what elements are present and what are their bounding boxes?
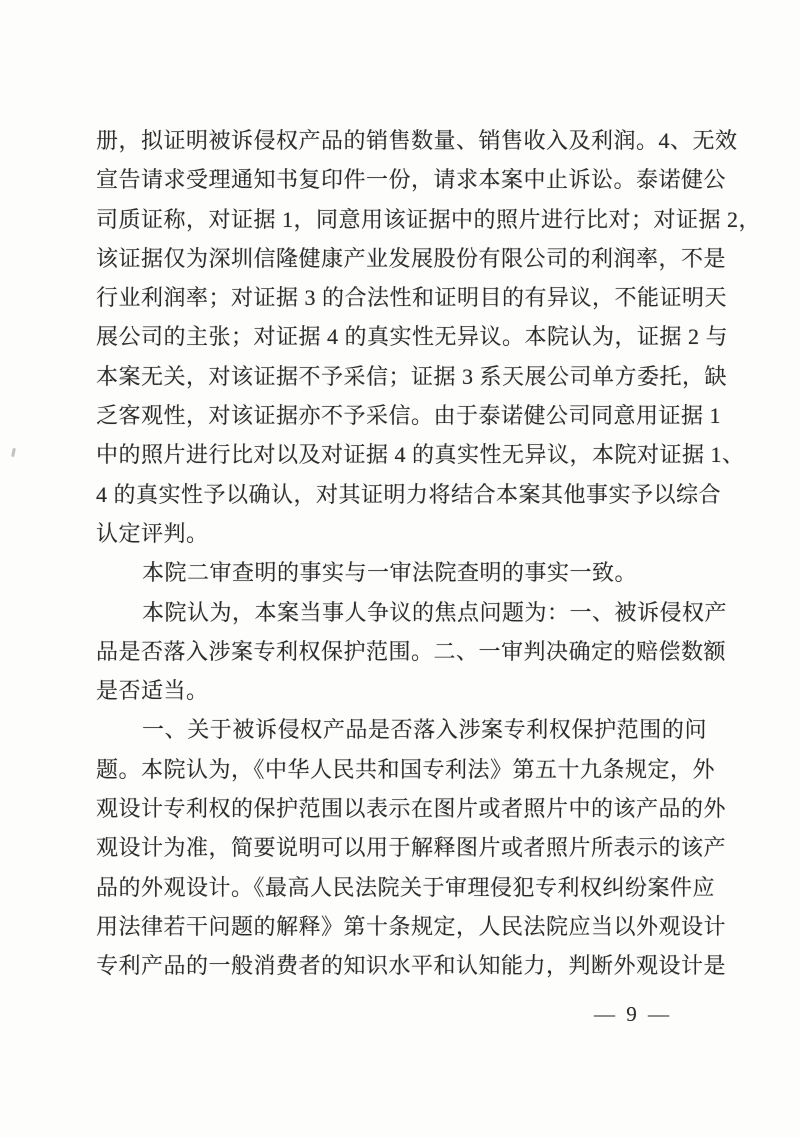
text-line: 宣告请求受理通知书复印件一份，请求本案中止诉讼。泰诺健公 <box>96 167 727 193</box>
document-body-text <box>96 121 762 986</box>
text-line: 本院二审查明的事实与一审法院查明的事实一致。 <box>142 560 638 586</box>
text-line: 乏客观性，对该证据亦不予采信。由于泰诺健公司同意用证据 1 <box>96 403 722 429</box>
text-line: 认定评判。 <box>96 520 209 546</box>
text-line: 4 的真实性予以确认，对其证明力将结合本案其他事实予以综合 <box>96 481 722 507</box>
text-line: 本案无关，对该证据不予采信；证据 3 系天展公司单方委托，缺 <box>96 363 728 389</box>
text-line: 司质证称，对证据 1，同意用该证据中的照片进行比对；对证据 2， <box>96 206 762 232</box>
text-line: 专利产品的一般消费者的知识水平和认知能力，判断外观设计是 <box>96 953 727 979</box>
page-number: — 9 — <box>594 1002 672 1026</box>
scan-speck-artifact <box>11 448 16 457</box>
text-line: 观设计为准，简要说明可以用于解释图片或者照片所表示的该产 <box>96 835 727 861</box>
text-line: 中的照片进行比对以及对证据 4 的真实性无异议，本院对证据 1、 <box>96 442 745 468</box>
text-line: 用法律若干问题的解释》第十条规定，人民法院应当以外观设计 <box>96 913 727 939</box>
text-line: 行业利润率；对证据 3 的合法性和证明目的有异议，不能证明天 <box>96 285 728 311</box>
text-line: 品的外观设计。《最高人民法院关于审理侵犯专利权纠纷案件应 <box>96 874 716 900</box>
text-line: 品是否落入涉案专利权保护范围。二、一审判决确定的赔偿数额 <box>96 638 727 664</box>
text-line: 是否适当。 <box>96 678 209 704</box>
text-line: 本院认为，本案当事人争议的焦点问题为：一、被诉侵权产 <box>142 599 728 625</box>
text-line: 该证据仅为深圳信隆健康产业发展股份有限公司的利润率，不是 <box>96 245 727 271</box>
text-line: 观设计专利权的保护范围以表示在图片或者照片中的该产品的外 <box>96 796 727 822</box>
text-line: 册，拟证明被诉侵权产品的销售数量、销售收入及利润。4、无效 <box>96 128 738 153</box>
text-line: 一、关于被诉侵权产品是否落入涉案专利权保护范围的问 <box>142 717 707 743</box>
text-line: 展公司的主张；对证据 4 的真实性无异议。本院认为，证据 2 与 <box>96 324 729 350</box>
text-line: 题。本院认为，《中华人民共和国专利法》第五十九条规定，外 <box>96 756 716 782</box>
